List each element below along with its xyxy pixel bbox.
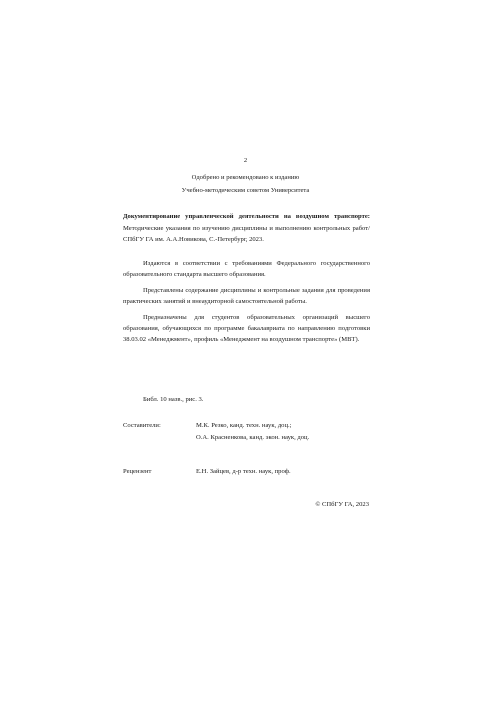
compilers-label: Составители: (123, 422, 161, 429)
bibliographic-details: Методические указания по изучению дисциплины и выполнению контрольных работ/ СПбГУ ГА им. А.А.Новикова, С.-Петербург, 2023. (123, 224, 370, 243)
annotation-paragraph: Издаются в соответствии с требованиями Федерального государственного образовательного стандарта высшего образования. (123, 260, 370, 278)
copyright: © СПбГУ ГА, 2023 (315, 501, 369, 508)
page-number: 2 (243, 157, 248, 164)
annotation (123, 258, 370, 345)
bibliographic-record (123, 211, 370, 246)
reviewer (123, 467, 291, 477)
annotation-paragraph: Представлены содержание дисциплины и контрольные задания для проведения практических занятий и внеаудиторной самостоятельной работы. (123, 287, 370, 305)
approval-notice (0, 171, 491, 197)
annotation-paragraph: Предназначены для студентов образовательных организаций высшего образования, обучающихся по программе бакалавриата по направлению подготовки 38.03.02 «Менеджмент», профиль «Менеджмент на воздушном транспорте» (МВТ). (123, 314, 370, 343)
reviewer-label: Рецензент (123, 468, 152, 475)
compiler-name: М.К. Резко, канд. техн. наук, доц.; (196, 422, 292, 429)
bibliography-stats: Библ. 10 назв., рис. 3. (143, 396, 204, 403)
approval-line-1: Одобрено и рекомендовано к изданию (191, 174, 300, 181)
reviewer-name: Е.Н. Зайцев, д-р техн. наук, проф. (196, 468, 291, 475)
compilers (123, 420, 373, 444)
approval-line-2: Учебно-методическим советом Университета (181, 187, 310, 194)
bibliographic-title: Документирование управленческой деятельности на воздушном транспорте: (123, 213, 370, 220)
compiler-name: О.А. Красненкова, канд. экон. наук, доц. (196, 434, 310, 441)
